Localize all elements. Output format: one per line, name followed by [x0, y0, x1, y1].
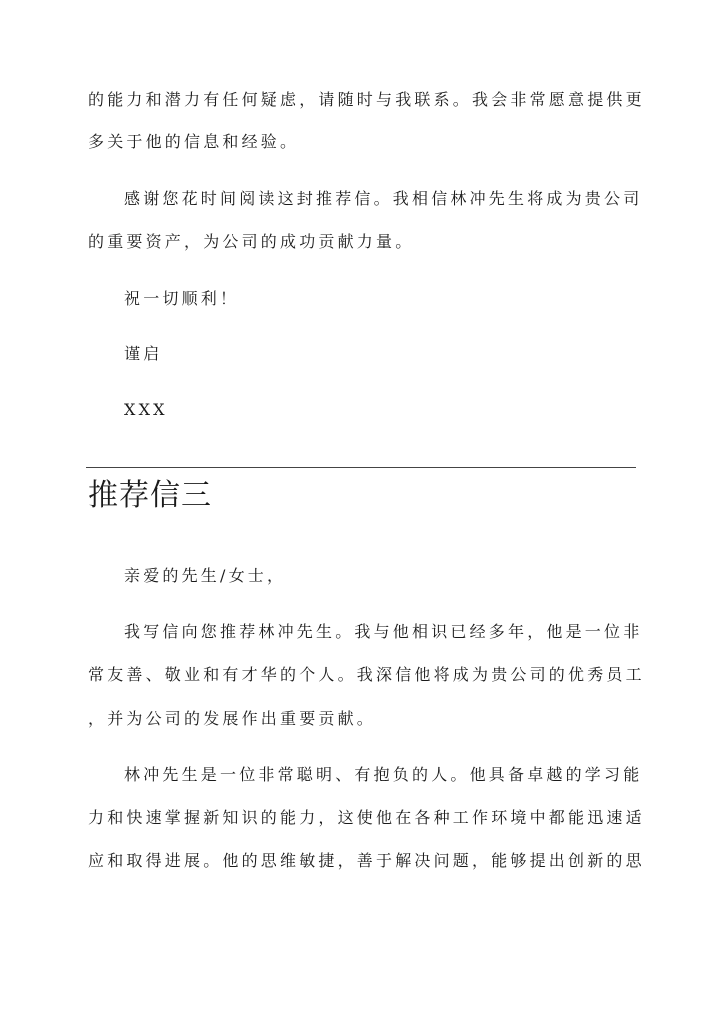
paragraph-line: 应和取得进展。他的思维敏捷，善于解决问题，能够提出创新的思 [88, 851, 645, 870]
paragraph-line: 多关于他的信息和经验。 [88, 132, 300, 151]
paragraph-line: ，并为公司的发展作出重要贡献。 [88, 709, 377, 728]
greeting-line: 亲爱的先生/女士， [124, 566, 287, 585]
paragraph-line: 常友善、敬业和有才华的个人。我深信他将成为贵公司的优秀员工 [88, 665, 645, 684]
paragraph-line: 我写信向您推荐林冲先生。我与他相识已经多年，他是一位非 [124, 622, 643, 641]
paragraph-line: 感谢您花时间阅读这封推荐信。我相信林冲先生将成为贵公司 [124, 189, 643, 208]
paragraph-line: 力和快速掌握新知识的能力，这使他在各种工作环境中都能迅速适 [88, 808, 645, 827]
section-heading: 推荐信三 [88, 478, 212, 513]
signature-line: XXX [124, 400, 168, 419]
section-divider [86, 467, 636, 468]
closing-line: 祝一切顺利！ [124, 289, 240, 308]
signoff-line: 谨启 [124, 344, 163, 363]
paragraph-line: 的重要资产，为公司的成功贡献力量。 [88, 232, 415, 251]
paragraph-line: 的能力和潜力有任何疑虑，请随时与我联系。我会非常愿意提供更 [88, 90, 645, 109]
paragraph-line: 林冲先生是一位非常聪明、有抱负的人。他具备卓越的学习能 [124, 765, 643, 784]
